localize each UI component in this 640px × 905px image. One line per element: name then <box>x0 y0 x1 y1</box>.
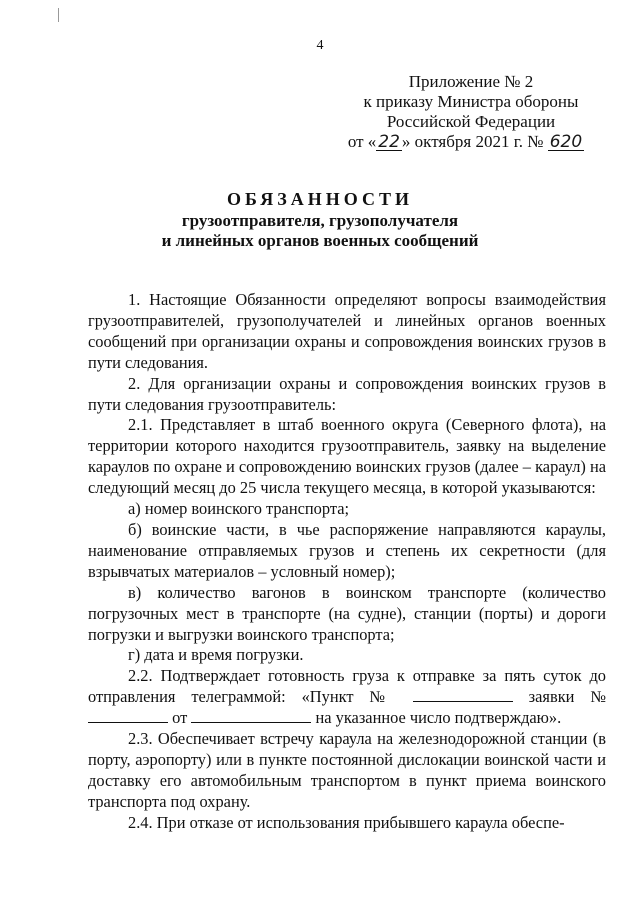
document-body <box>88 290 606 834</box>
document-title <box>0 189 640 251</box>
paragraph-a: а) номер воинского транспорта; <box>128 499 350 519</box>
title-line-3: и линейных органов военных сообщений <box>161 231 479 250</box>
date-prefix: от « <box>347 132 377 151</box>
scan-artifact-line <box>58 8 59 22</box>
paragraph-2-4: 2.4. При отказе от использования прибывшего караула обеспе- <box>128 812 565 832</box>
blank-request-number-line <box>88 710 168 723</box>
appendix-date-line <box>330 132 602 152</box>
paragraph-g: г) дата и время погрузки. <box>128 645 304 665</box>
date-middle: » октября 2021 г. № <box>401 132 544 151</box>
telegram-text-start: 2.2. Подтверждает готовность груза к отправке за пять суток до отправления телеграммой: «Пункт № <box>88 666 606 707</box>
title-line-2: грузоотправителя, грузополучателя <box>181 211 459 230</box>
telegram-text-end: на указанное число подтверждаю». <box>315 708 562 728</box>
blank-item-number-line <box>413 689 513 702</box>
blank-date-line <box>191 710 311 723</box>
handwritten-order-number: 620 <box>549 132 583 152</box>
title-line-1: ОБЯЗАННОСТИ <box>226 189 414 209</box>
appendix-line-2: к приказу Министра обороны <box>363 92 579 111</box>
paragraph-2: 2. Для организации охраны и сопровождения воинских грузов в пути следования грузоотправитель: <box>88 373 606 414</box>
paragraph-2-3: 2.3. Обеспечивает встречу караула на железнодорожной станции (в порту, аэропорту) или в пункте постоянной дислокации воинской части и доставку его автомобильным транспортом в пункт приема воинского транспорта под охрану. <box>88 729 606 811</box>
appendix-header <box>340 72 602 152</box>
paragraph-v: в) количество вагонов в воинском транспорте (количество погрузочных мест в транспорте (на судне), станции (порты) и дороги погрузки и выгрузки воинского транспорта; <box>88 582 606 644</box>
paragraph-b: б) воинские части, в чье распоряжение направляются караулы, наименование отправляемых грузов и степень их секретности (для взрывчатых материалов – условный номер); <box>88 519 606 581</box>
page-number: 4 <box>316 38 324 53</box>
paragraph-2-2 <box>88 666 606 729</box>
paragraph-1: 1. Настоящие Обязанности определяют вопросы взаимодействия грузоотправителей, грузополучателей и линейных органов военных сообщений при организации охраны и сопровождения воинских грузов в пути следования. <box>88 290 606 372</box>
handwritten-day: 22 <box>378 132 400 152</box>
paragraph-2-1: 2.1. Представляет в штаб военного округа (Северного флота), на территории которого находится грузоотправитель, заявку на выделение караулов по охране и сопровождению воинских грузов (далее – караул) на следующий месяц до 25 числа текущего месяца, в которой указываются: <box>88 415 606 498</box>
telegram-text-request: заявки № <box>528 687 606 707</box>
appendix-line-1: Приложение № 2 <box>408 72 534 91</box>
telegram-text-from: от <box>172 708 188 728</box>
appendix-line-3: Российской Федерации <box>386 112 556 131</box>
